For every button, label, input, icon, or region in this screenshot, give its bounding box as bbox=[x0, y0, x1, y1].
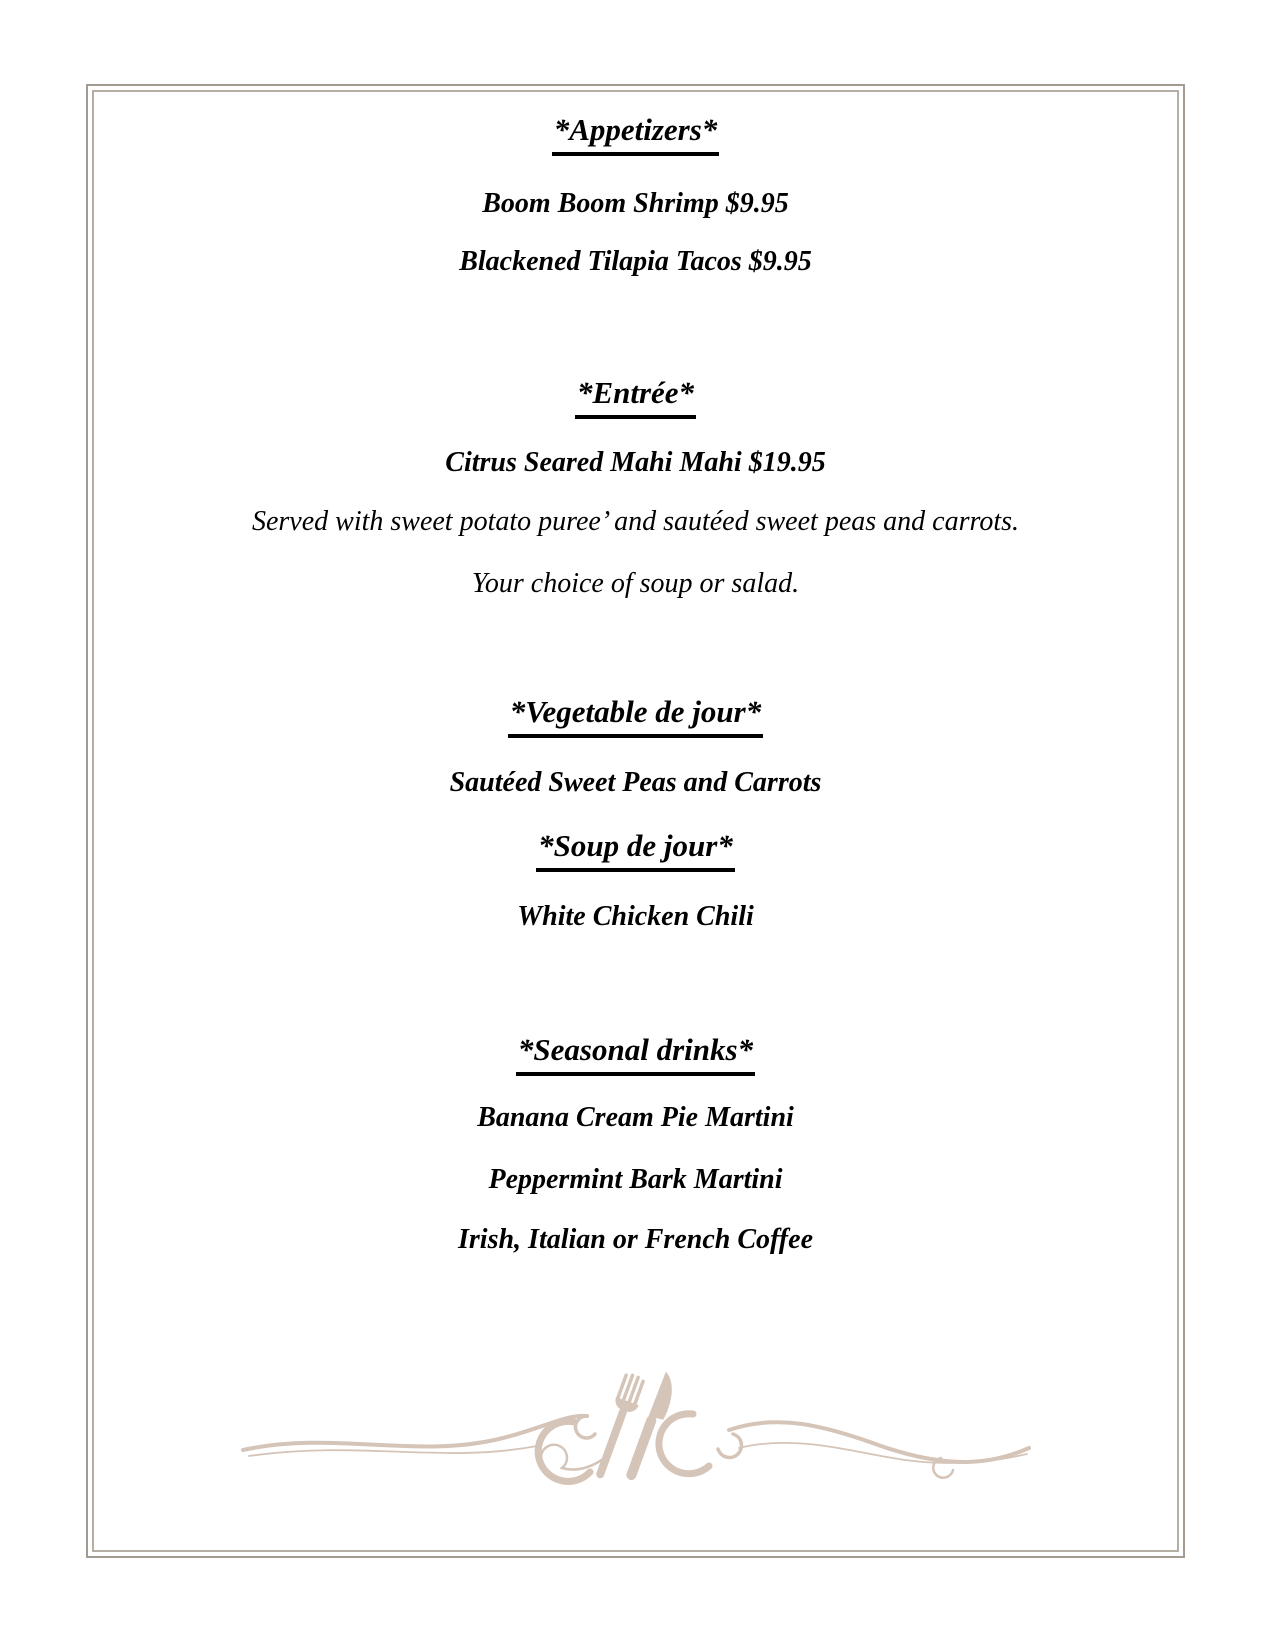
menu-content bbox=[94, 92, 1177, 1550]
menu-item-blackened-tilapia-tacos: Blackened Tilapia Tacos $9.95 bbox=[459, 246, 812, 277]
section-heading-soup-de-jour-text: *Soup de jour* bbox=[536, 826, 735, 872]
menu-inner-border bbox=[92, 90, 1179, 1552]
menu-item-white-chicken-chili: White Chicken Chili bbox=[517, 901, 754, 932]
menu-item-banana-cream-pie-martini: Banana Cream Pie Martini bbox=[477, 1102, 794, 1133]
section-heading-soup-de-jour bbox=[536, 826, 735, 872]
section-heading-appetizers bbox=[552, 110, 720, 156]
menu-item-description-sides: Served with sweet potato puree’ and sautéed sweet peas and carrots. bbox=[251, 506, 1020, 537]
menu-item-citrus-seared-mahi-mahi: Citrus Seared Mahi Mahi $19.95 bbox=[445, 447, 826, 478]
menu-border-frame bbox=[86, 84, 1185, 1558]
section-heading-seasonal-drinks-text: *Seasonal drinks* bbox=[516, 1030, 755, 1076]
section-heading-entree bbox=[575, 373, 696, 419]
menu-item-sauteed-sweet-peas-carrots: Sautéed Sweet Peas and Carrots bbox=[449, 767, 822, 798]
menu-item-peppermint-bark-martini: Peppermint Bark Martini bbox=[488, 1164, 783, 1195]
section-heading-seasonal-drinks bbox=[516, 1030, 755, 1076]
section-heading-entree-text: *Entrée* bbox=[575, 373, 696, 419]
menu-item-description-soup-or-salad: Your choice of soup or salad. bbox=[471, 568, 800, 599]
fork-knife-flourish-icon bbox=[241, 1370, 1031, 1490]
section-heading-appetizers-text: *Appetizers* bbox=[552, 110, 720, 156]
menu-item-boom-boom-shrimp: Boom Boom Shrimp $9.95 bbox=[482, 188, 789, 219]
menu-item-irish-italian-french-coffee: Irish, Italian or French Coffee bbox=[458, 1224, 813, 1255]
section-heading-vegetable-de-jour bbox=[508, 692, 763, 738]
section-heading-vegetable-de-jour-text: *Vegetable de jour* bbox=[508, 692, 763, 738]
